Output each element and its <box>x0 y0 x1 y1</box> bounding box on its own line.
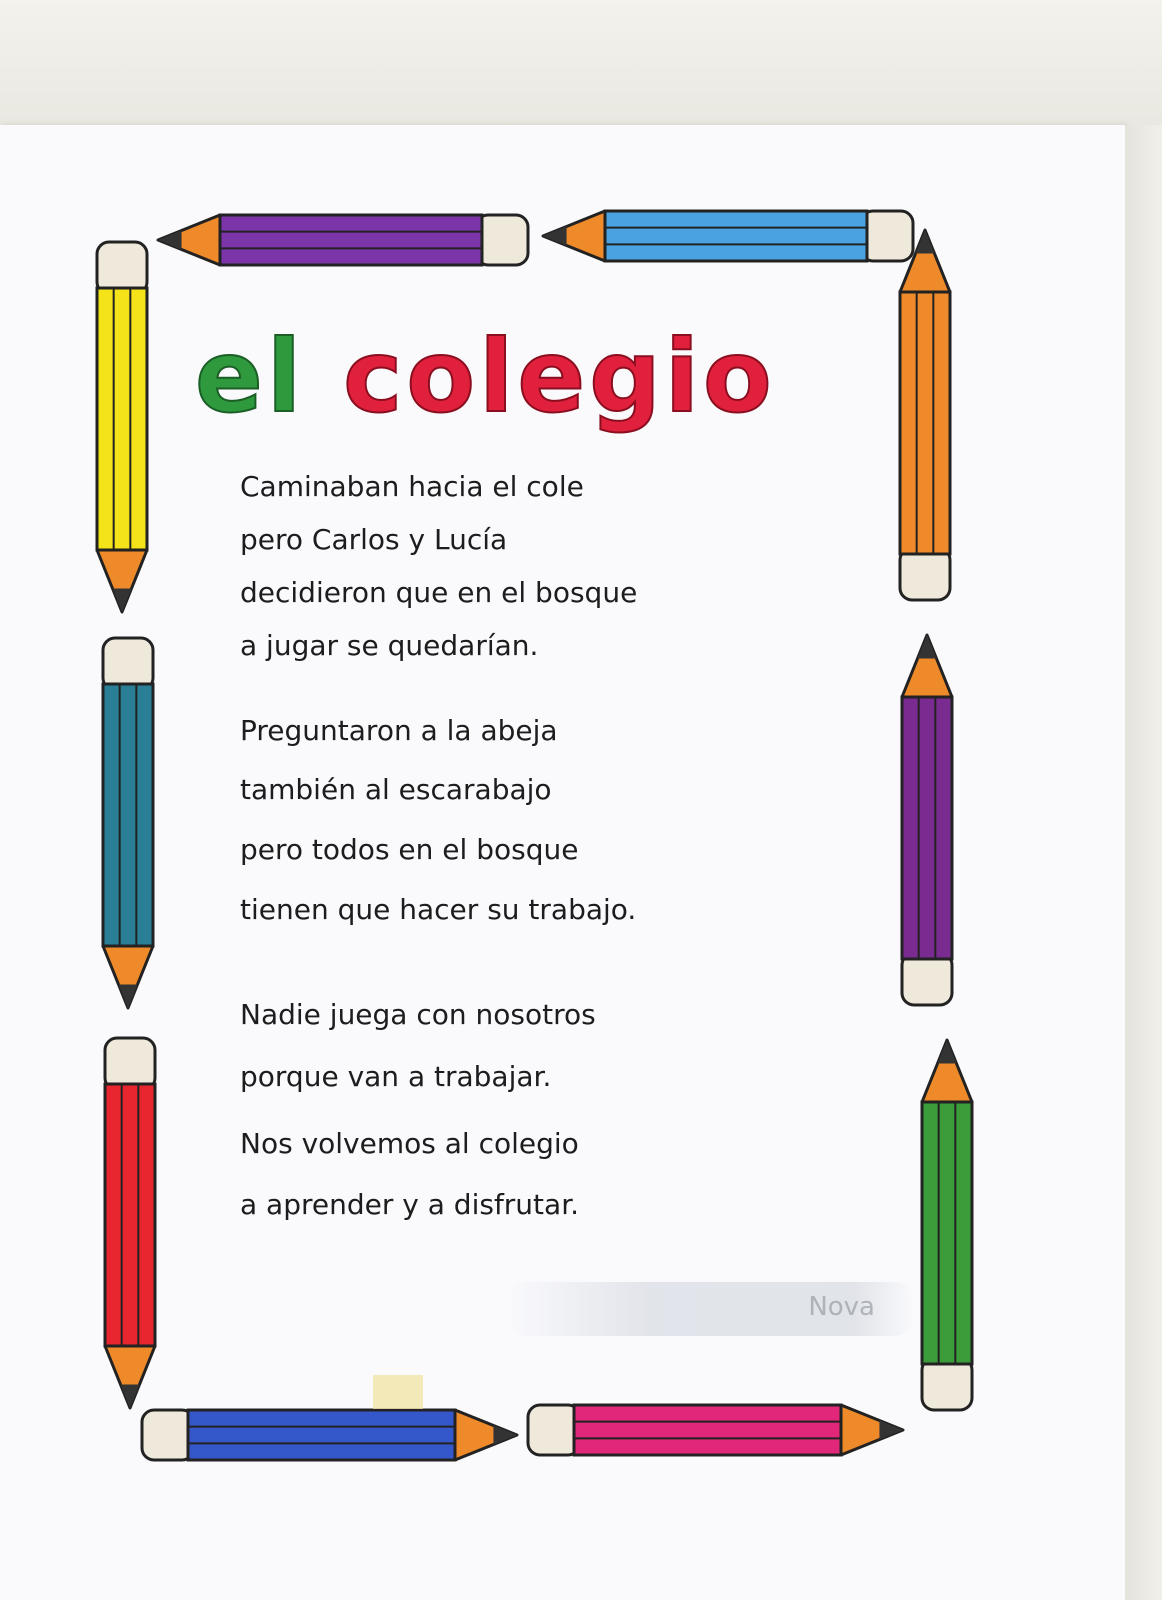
poem-line: pero todos en el bosque <box>240 833 579 866</box>
pencil-decoration <box>900 230 950 600</box>
poem-line: también al escarabajo <box>240 773 552 806</box>
poem-line: a jugar se quedarían. <box>240 629 539 662</box>
poem-line: pero Carlos y Lucía <box>240 523 508 556</box>
poem-line: decidieron que en el bosque <box>240 576 638 609</box>
pencil-decoration <box>97 242 147 612</box>
whiteout-smudge <box>505 1282 915 1336</box>
pencil-decoration <box>922 1040 972 1410</box>
pencil-decoration <box>158 215 528 265</box>
poem-line: Nos volvemos al colegio <box>240 1127 579 1160</box>
pencil-decoration <box>543 211 913 261</box>
page-title <box>195 318 835 435</box>
pencil-decoration <box>902 635 952 1005</box>
title-word-el: el <box>195 318 306 435</box>
pencil-decoration <box>528 1405 903 1455</box>
smudged-label: Nova <box>808 1292 875 1322</box>
poem-line: a aprender y a disfrutar. <box>240 1188 580 1221</box>
poem-line: Caminaban hacia el cole <box>240 470 584 503</box>
tape-piece <box>373 1375 423 1409</box>
poem-line: porque van a trabajar. <box>240 1060 552 1093</box>
pencil-decoration <box>103 638 153 1008</box>
poem-line: tienen que hacer su trabajo. <box>240 893 637 926</box>
poem-line: Preguntaron a la abeja <box>240 714 558 747</box>
pencil-decoration <box>105 1038 155 1408</box>
pencil-decoration <box>142 1410 517 1460</box>
poem-line: Nadie juega con nosotros <box>240 998 596 1031</box>
title-word-colegio: colegio <box>343 318 776 435</box>
